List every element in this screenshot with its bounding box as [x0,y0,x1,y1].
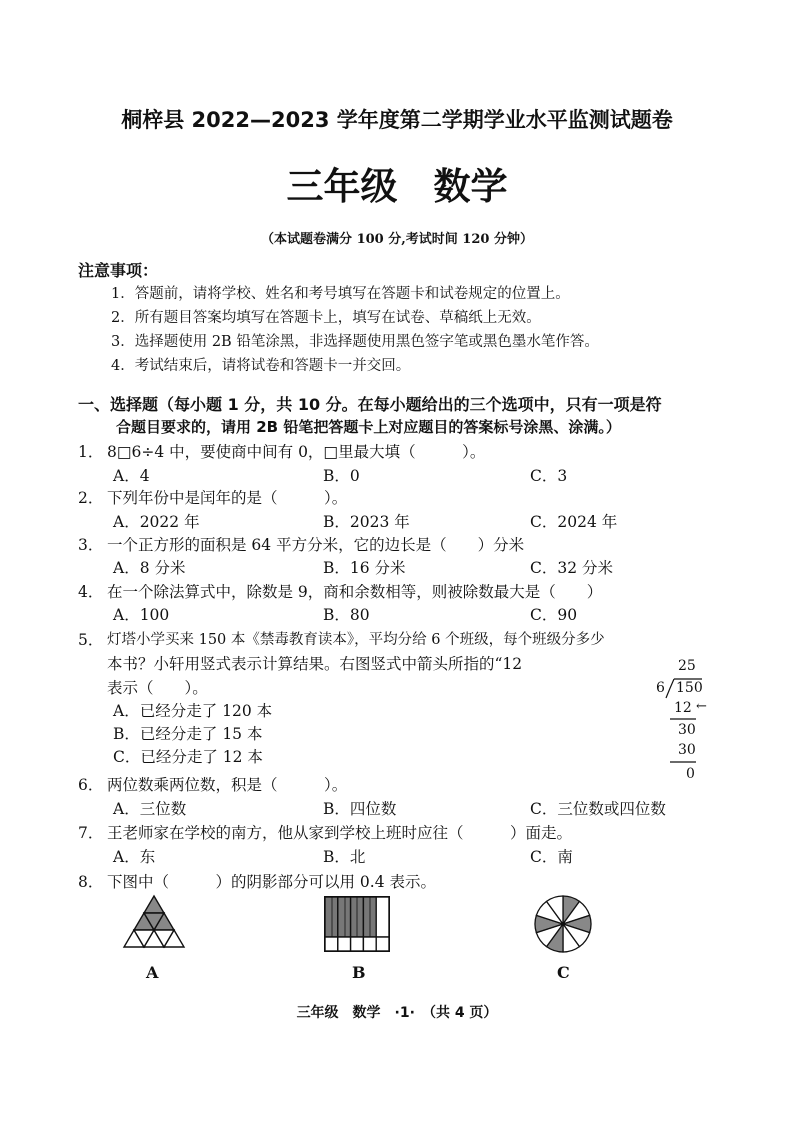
ld-quotient: 25 [678,658,696,674]
grade-label: 三年级 [286,165,398,208]
question-text: 8□6÷4 中，要使商中间有 0，□里最大填（ ）。 [107,443,486,461]
option-a: A．2022 年 [113,513,200,531]
notice-item: 4．考试结束后，请将试卷和答题卡一并交回。 [111,358,411,374]
option-a: A．100 [113,606,170,624]
option-a: A．三位数 [113,800,187,818]
option-c: C．90 [530,606,578,624]
ld-step2: 30 [678,722,696,738]
pie-sectors [535,896,591,952]
option-a: A．4 [113,467,150,485]
question-number: 1． [78,443,104,461]
option-a: A．8 分米 [113,559,186,577]
figure-label-b: B [352,963,366,982]
option-c: C．三位数或四位数 [530,800,666,818]
option-c: C．32 分米 [530,559,614,577]
option-c: C．3 [530,467,568,485]
option-c: C．已经分走了 12 本 [113,748,263,766]
ld-lines [640,658,720,788]
question-text: 灯塔小学买来 150 本《禁毒教育读本》，平均分给 6 个班级，每个班级分多少 [107,632,605,648]
option-b: B．0 [323,467,360,485]
question-number: 3． [78,536,104,554]
score-time-note: （本试题卷满分 100 分,考试时间 120 分钟） [261,232,533,247]
notice-item: 3．选择题使用 2B 铅笔涂黑，非选择题使用黑色签字笔或黑色墨水笔作答。 [111,334,599,350]
figure-a-triangle [118,894,190,954]
ld-divisor: 6 [656,680,665,696]
option-c: C．南 [530,848,573,866]
bar-cell [325,897,338,937]
question-number: 5． [78,631,104,649]
question-text: 一个正方形的面积是 64 平方分米，它的边长是（ ）分米 [107,536,525,554]
arrow-left-icon: ← [696,699,707,714]
option-b: B．16 分米 [323,559,406,577]
figure-label-c: C [557,963,570,982]
option-b: B．北 [323,848,366,866]
page-footer: 三年级 数学 ·1· （共 4 页） [296,1005,498,1021]
notice-item: 2．所有题目答案均填写在答题卡上，填写在试卷、草稿纸上无效。 [111,310,541,326]
option-b: B．已经分走了 15 本 [113,725,263,743]
question-number: 4． [78,583,104,601]
question-text: 王老师家在学校的南方，他从家到学校上班时应往（ ）面走。 [107,824,573,842]
option-b: B．2023 年 [323,513,410,531]
exam-title: 桐梓县 2022—2023 学年度第二学期学业水平监测试题卷 [121,108,673,132]
option-c: C．2024 年 [530,513,618,531]
ld-dividend: 150 [676,680,703,696]
question-number: 2． [78,489,104,507]
question-text: 在一个除法算式中，除数是 9，商和余数相等，则被除数最大是（ ） [107,583,603,601]
ld-step1: 12 [674,700,692,716]
ld-step3: 30 [678,742,696,758]
question-text: 下图中（ ）的阴影部分可以用 0.4 表示。 [107,873,437,891]
long-division-figure [640,658,720,788]
option-a: A．已经分走了 120 本 [113,702,273,720]
option-a: A．东 [113,848,156,866]
question-text-line2: 本书？小轩用竖式表示计算结果。右图竖式中箭头所指的“12 [107,655,523,673]
notice-heading: 注意事项： [78,261,159,280]
bar-cell [376,897,389,937]
option-b: B．四位数 [323,800,397,818]
question-text: 下列年份中是闰年的是（ ）。 [107,489,348,507]
question-number: 7． [78,824,104,842]
figure-label-a: A [146,963,159,982]
section-heading: 一、选择题（每小题 1 分，共 10 分。在每小题给出的三个选项中，只有一项是符 [78,395,662,414]
grade-subject [0,156,794,210]
question-number: 8． [78,873,104,891]
ld-remainder: 0 [686,766,695,782]
question-number: 6． [78,776,104,794]
section-heading-cont: 合题目要求的，请用 2B 铅笔把答题卡上对应题目的答案标号涂黑、涂满。） [116,418,621,436]
option-b: B．80 [323,606,370,624]
bar-cell [338,897,351,937]
notice-item: 1．答题前，请将学校、姓名和考号填写在答题卡和试卷规定的位置上。 [111,286,570,302]
figure-c-circle [527,892,599,956]
question-text-line3: 表示（ ）。 [107,679,208,697]
tri-up [144,896,164,913]
question-text: 两位数乘两位数，积是（ ）。 [107,776,348,794]
subject-label: 数学 [433,165,508,208]
figure-b-bars [322,894,394,956]
